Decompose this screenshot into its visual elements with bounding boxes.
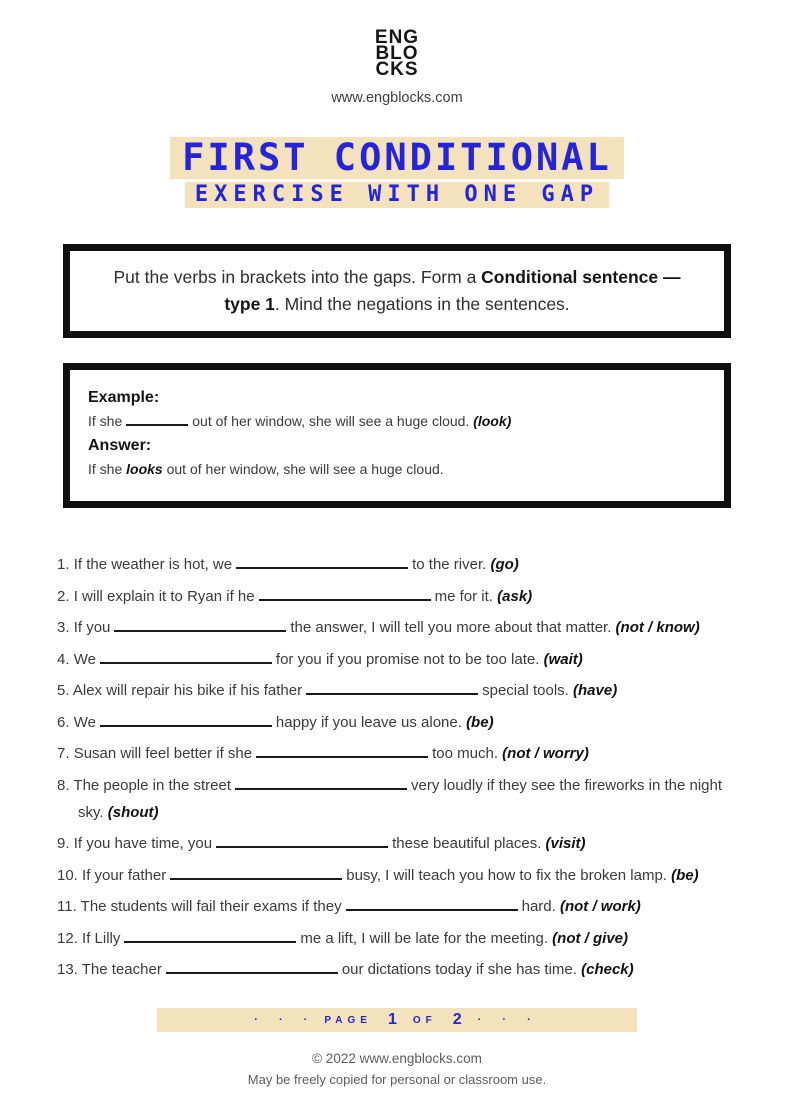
item-text-after-gap: busy, I will teach you how to fix the broken lamp. <box>346 866 667 884</box>
answer-label: Answer: <box>88 437 152 454</box>
exercise-list <box>57 551 750 983</box>
exercise-item <box>57 772 750 826</box>
exercise-item <box>57 740 750 767</box>
instruction-post: . Mind the negations in the sentences. <box>274 294 570 314</box>
answer-verb: looks <box>126 461 163 477</box>
pagination-bar <box>157 1008 637 1032</box>
verb-hint: (not / know) <box>615 619 700 636</box>
engblocks-logo <box>0 0 794 78</box>
item-text-before-gap: If you have time, you <box>73 835 213 852</box>
example-box <box>63 363 731 508</box>
pagination-current-page: 1 <box>387 1011 397 1028</box>
title-block <box>0 137 794 208</box>
item-number: 8. <box>57 776 70 794</box>
blank-line <box>216 846 388 848</box>
item-number: 5. <box>57 682 70 699</box>
item-text-after-gap: the answer, I will tell you more about that matter. <box>290 619 612 636</box>
example-blank-line <box>126 424 188 426</box>
verb-hint: (not / worry) <box>502 745 589 762</box>
exercise-item <box>57 893 750 920</box>
page-title: FIRST CONDITIONAL <box>170 137 624 179</box>
item-number: 2. <box>57 587 70 605</box>
item-number: 9. <box>57 835 70 852</box>
blank-line <box>170 878 342 880</box>
blank-line <box>124 941 296 943</box>
logo-line-1: ENG <box>374 27 420 48</box>
item-text-after-gap: to the river. <box>412 556 487 573</box>
exercise-item <box>57 925 750 952</box>
verb-hint: (be) <box>466 713 494 731</box>
pagination-dots-left: · · · <box>254 1014 317 1026</box>
instruction-text <box>99 264 695 318</box>
item-text-after-gap: very loudly if they see the fireworks in the night sky. <box>78 776 723 821</box>
example-sentence-pre: If she <box>88 413 123 429</box>
item-text-after-gap: happy if you leave us alone. <box>275 713 462 731</box>
verb-hint: (go) <box>490 556 519 573</box>
pagination-label: PAGE <box>324 1014 372 1026</box>
blank-line <box>236 567 408 569</box>
verb-hint: (wait) <box>543 650 583 668</box>
exercise-item <box>57 551 750 578</box>
item-text-before-gap: The people in the street <box>73 776 232 794</box>
instruction-pre: Put the verbs in brackets into the gaps. Form a <box>113 267 482 287</box>
pagination-of-label: OF <box>412 1014 437 1026</box>
pagination-total-pages: 2 <box>452 1011 462 1028</box>
item-text-after-gap: hard. <box>521 898 556 915</box>
verb-hint: (visit) <box>545 835 586 852</box>
item-text-after-gap: our dictations today if she has time. <box>341 961 577 978</box>
blank-line <box>259 599 431 601</box>
example-label: Example: <box>88 389 160 406</box>
item-number: 11. <box>57 898 77 915</box>
answer-sentence-post: out of her window, she will see a huge cloud. <box>166 461 444 477</box>
exercise-item <box>57 862 750 889</box>
instruction-box <box>63 244 731 338</box>
license-text: May be freely copied for personal or classroom use. <box>247 1072 547 1087</box>
item-text-after-gap: too much. <box>432 745 498 762</box>
logo-line-2: BLO <box>375 43 419 64</box>
verb-hint: (be) <box>671 866 699 884</box>
exercise-item <box>57 646 750 673</box>
pagination-dots-right: · · · <box>477 1014 540 1026</box>
item-number: 12. <box>57 929 78 947</box>
verb-hint: (check) <box>581 961 634 978</box>
answer-sentence-pre: If she <box>88 461 123 477</box>
example-sentence-post: out of her window, she will see a huge cloud. <box>192 413 470 429</box>
example-sentence <box>88 413 706 429</box>
item-text-before-gap: If Lilly <box>82 929 121 947</box>
verb-hint: (shout) <box>107 803 159 821</box>
item-text-after-gap: these beautiful places. <box>392 835 542 852</box>
exercise-item <box>57 614 750 641</box>
item-number: 6. <box>57 713 70 731</box>
exercise-item <box>57 956 750 983</box>
exercise-item <box>57 677 750 704</box>
blank-line <box>235 788 407 790</box>
example-verb-hint: (look) <box>473 413 512 429</box>
blank-line <box>346 909 518 911</box>
item-number: 1. <box>57 556 70 573</box>
item-text-before-gap: Susan will feel better if she <box>73 745 253 762</box>
item-text-before-gap: We <box>73 650 96 668</box>
item-text-before-gap: If your father <box>82 866 167 884</box>
item-text-before-gap: The teacher <box>81 961 162 978</box>
item-text-after-gap: for you if you promise not to be too late. <box>275 650 540 668</box>
logo-line-3: CKS <box>375 59 419 80</box>
item-text-before-gap: If the weather is hot, we <box>73 556 233 573</box>
item-text-after-gap: me a lift, I will be late for the meeting. <box>300 929 548 947</box>
item-text-before-gap: If you <box>73 619 111 636</box>
item-text-after-gap: special tools. <box>482 682 569 699</box>
page-subtitle: EXERCISE WITH ONE GAP <box>185 182 609 208</box>
instruction-bold: Conditional sentence — type 1 <box>224 267 681 314</box>
item-text-before-gap: We <box>73 713 96 731</box>
item-number: 4. <box>57 650 70 668</box>
website-url: www.engblocks.com <box>331 90 463 106</box>
blank-line <box>256 756 428 758</box>
item-number: 13. <box>57 961 78 978</box>
exercise-item <box>57 583 750 610</box>
blank-line <box>114 630 286 632</box>
item-number: 10. <box>57 866 78 884</box>
verb-hint: (not / give) <box>552 929 628 947</box>
blank-line <box>100 725 272 727</box>
item-text-before-gap: Alex will repair his bike if his father <box>72 682 303 699</box>
item-number: 3. <box>57 619 70 636</box>
copyright-text: © 2022 www.engblocks.com <box>312 1051 482 1066</box>
item-number: 7. <box>57 745 70 762</box>
item-text-after-gap: me for it. <box>434 587 493 605</box>
page-footer <box>0 1048 794 1090</box>
exercise-item <box>57 709 750 736</box>
blank-line <box>306 693 478 695</box>
blank-line <box>166 972 338 974</box>
answer-sentence <box>88 461 706 477</box>
verb-hint: (have) <box>573 682 618 699</box>
blank-line <box>100 662 272 664</box>
verb-hint: (not / work) <box>559 898 641 915</box>
verb-hint: (ask) <box>497 587 533 605</box>
item-text-before-gap: I will explain it to Ryan if he <box>73 587 255 605</box>
item-text-before-gap: The students will fail their exams if they <box>80 898 342 915</box>
exercise-item <box>57 830 750 857</box>
